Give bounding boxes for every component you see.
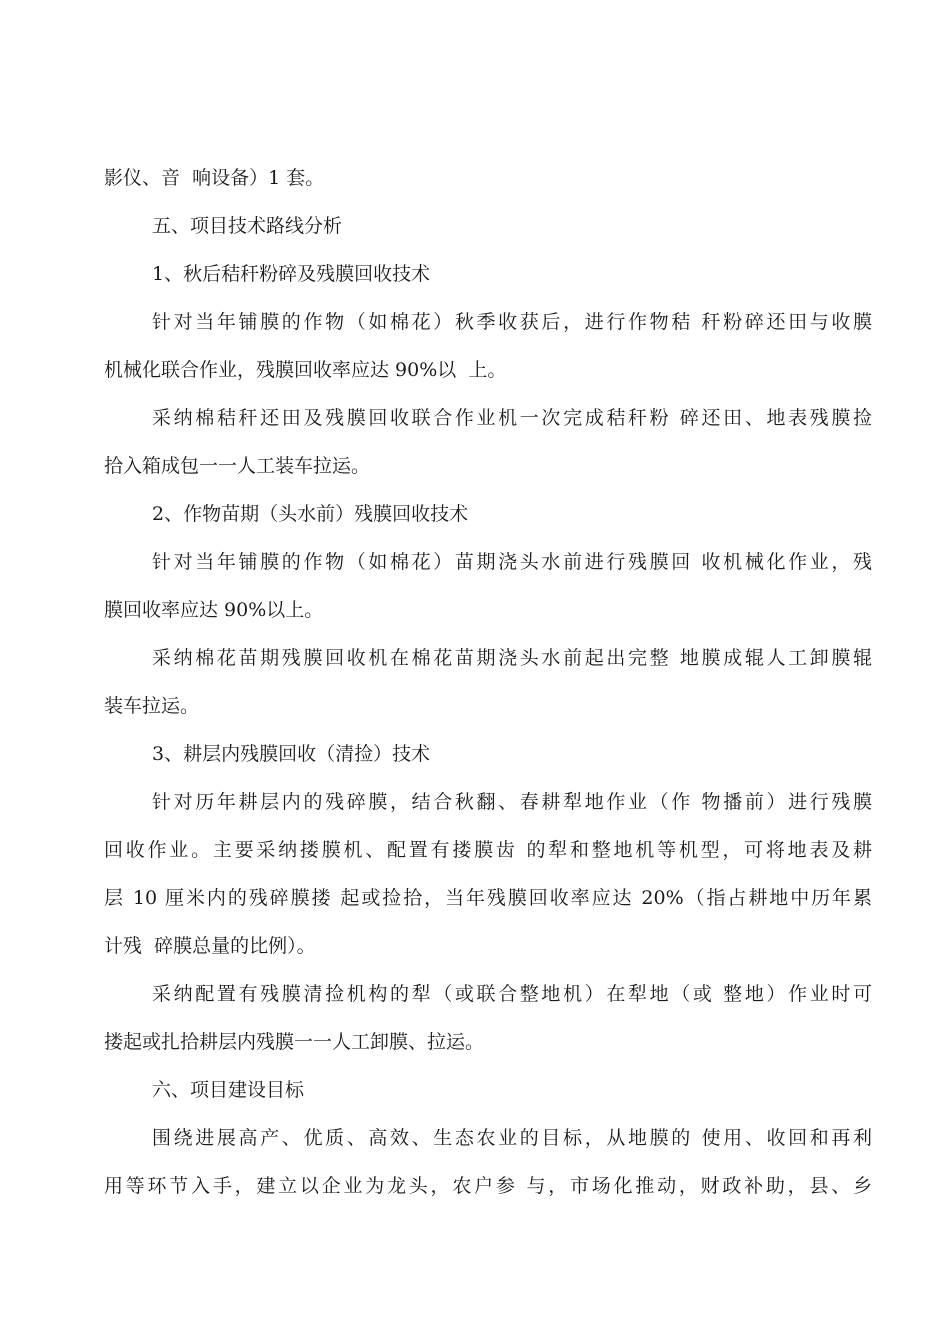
text-line: 膜回收率应达 90%以上。 <box>104 599 324 621</box>
text-line: 搂起或扎拾耕层内残膜一一人工卸膜、拉运。 <box>104 1031 485 1053</box>
text-line: 围绕进展高产、优质、高效、生态农业的目标，从地膜的 使用、收回和再利 <box>152 1127 872 1149</box>
text-line: 影仪、音 响设备）1 套。 <box>104 167 325 189</box>
text-line: 回收作业。主要采纳搂膜机、配置有搂膜齿 的犁和整地机等机型，可将地表及耕 <box>104 839 872 861</box>
text-line: 层 10 厘米内的残碎膜搂 起或捡拾，当年残膜回收率应达 20%（指占耕地中历年累 <box>104 887 872 909</box>
text-line: 采纳配置有残膜清捡机构的犁（或联合整地机）在犁地（或 整地）作业时可 <box>152 983 872 1005</box>
text-line: 用等环节入手，建立以企业为龙头，农户参 与，市场化推动，财政补助，县、乡 <box>104 1175 872 1197</box>
section-heading: 六、项目建设目标 <box>152 1079 305 1101</box>
subsection-heading: 1、秋后秸秆粉碎及残膜回收技术 <box>152 263 431 285</box>
text-line: 针对当年铺膜的作物（如棉花）苗期浇头水前进行残膜回 收机械化作业，残 <box>152 551 872 573</box>
subsection-heading: 3、耕层内残膜回收（清捡）技术 <box>152 743 431 765</box>
document-body <box>104 166 872 1198</box>
text-line: 针对当年铺膜的作物（如棉花）秋季收获后，进行作物秸 秆粉碎还田与收膜 <box>152 311 872 333</box>
text-line: 计残 碎膜总量的比例）。 <box>104 935 316 957</box>
text-line: 装车拉运。 <box>104 695 200 717</box>
text-line: 机械化联合作业，残膜回收率应达 90%以 上。 <box>104 359 507 381</box>
text-line: 拾入箱成包一一人工装车拉运。 <box>104 455 371 477</box>
section-heading: 五、项目技术路线分析 <box>152 215 343 237</box>
text-line: 针对历年耕层内的残碎膜，结合秋翻、春耕犁地作业（作 物播前）进行残膜 <box>152 791 872 813</box>
subsection-heading: 2、作物苗期（头水前）残膜回收技术 <box>152 503 469 525</box>
text-line: 采纳棉花苗期残膜回收机在棉花苗期浇头水前起出完整 地膜成辊人工卸膜辊 <box>152 647 872 669</box>
text-line: 采纳棉秸秆还田及残膜回收联合作业机一次完成秸秆粉 碎还田、地表残膜捡 <box>152 407 872 429</box>
